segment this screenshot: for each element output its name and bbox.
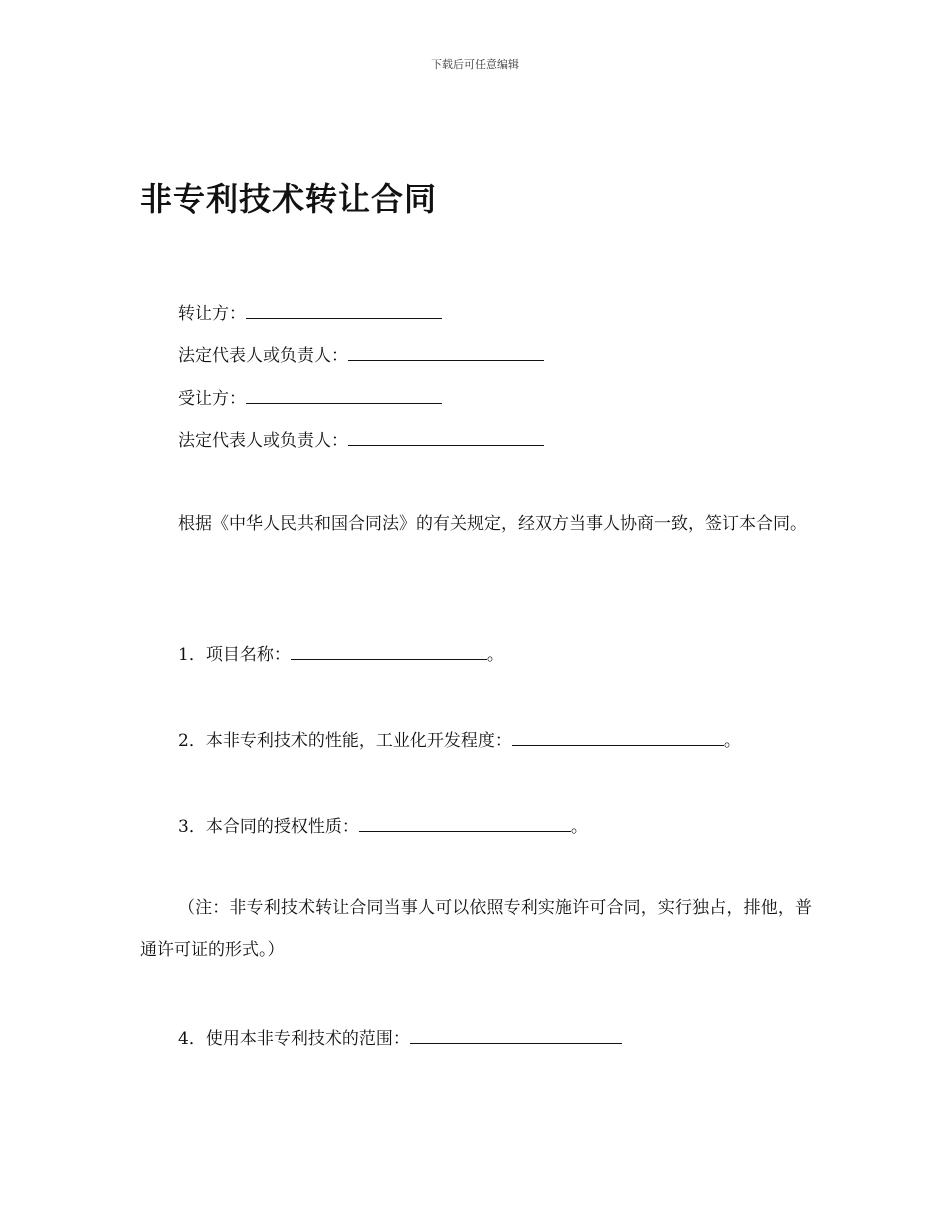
clause-label: 1．项目名称：	[178, 645, 291, 665]
blank-field[interactable]	[359, 813, 571, 832]
blank-field[interactable]	[512, 727, 724, 746]
clause-item	[178, 641, 504, 667]
party-transferee-representative	[178, 427, 544, 453]
party-label: 受让方：	[178, 389, 246, 409]
clause-suffix: 。	[723, 731, 741, 751]
clause-suffix: 。	[486, 645, 504, 665]
blank-field[interactable]	[246, 385, 442, 404]
party-transferor	[178, 300, 442, 326]
clause-item	[178, 813, 588, 839]
blank-field[interactable]	[410, 1025, 622, 1044]
blank-field[interactable]	[246, 300, 442, 319]
page-header-note: 下载后可任意编辑	[431, 58, 519, 71]
blank-field[interactable]	[348, 427, 544, 446]
party-transferor-representative	[178, 342, 544, 368]
clause-item	[178, 727, 741, 753]
clause-label: 4．使用本非专利技术的范围：	[178, 1029, 410, 1049]
blank-field[interactable]	[291, 641, 487, 660]
intro-paragraph: 根据《中华人民共和国合同法》的有关规定，经双方当事人协商一致，签订本合同。	[178, 514, 807, 534]
clause-label: 2．本非专利技术的性能，工业化开发程度：	[178, 731, 512, 751]
party-label: 转让方：	[178, 304, 246, 324]
clause-suffix: 。	[570, 817, 588, 837]
blank-field[interactable]	[348, 342, 544, 361]
party-transferee	[178, 385, 442, 411]
party-label: 法定代表人或负责人：	[178, 346, 348, 366]
clause-item	[178, 1025, 622, 1051]
party-label: 法定代表人或负责人：	[178, 431, 348, 451]
clause-label: 3．本合同的授权性质：	[178, 817, 359, 837]
document-title: 非专利技术转让合同	[140, 180, 438, 218]
note-paragraph: （注：非专利技术转让合同当事人可以依照专利实施许可合同，实行独占，排他，普通许可证的形式。）	[140, 898, 812, 960]
